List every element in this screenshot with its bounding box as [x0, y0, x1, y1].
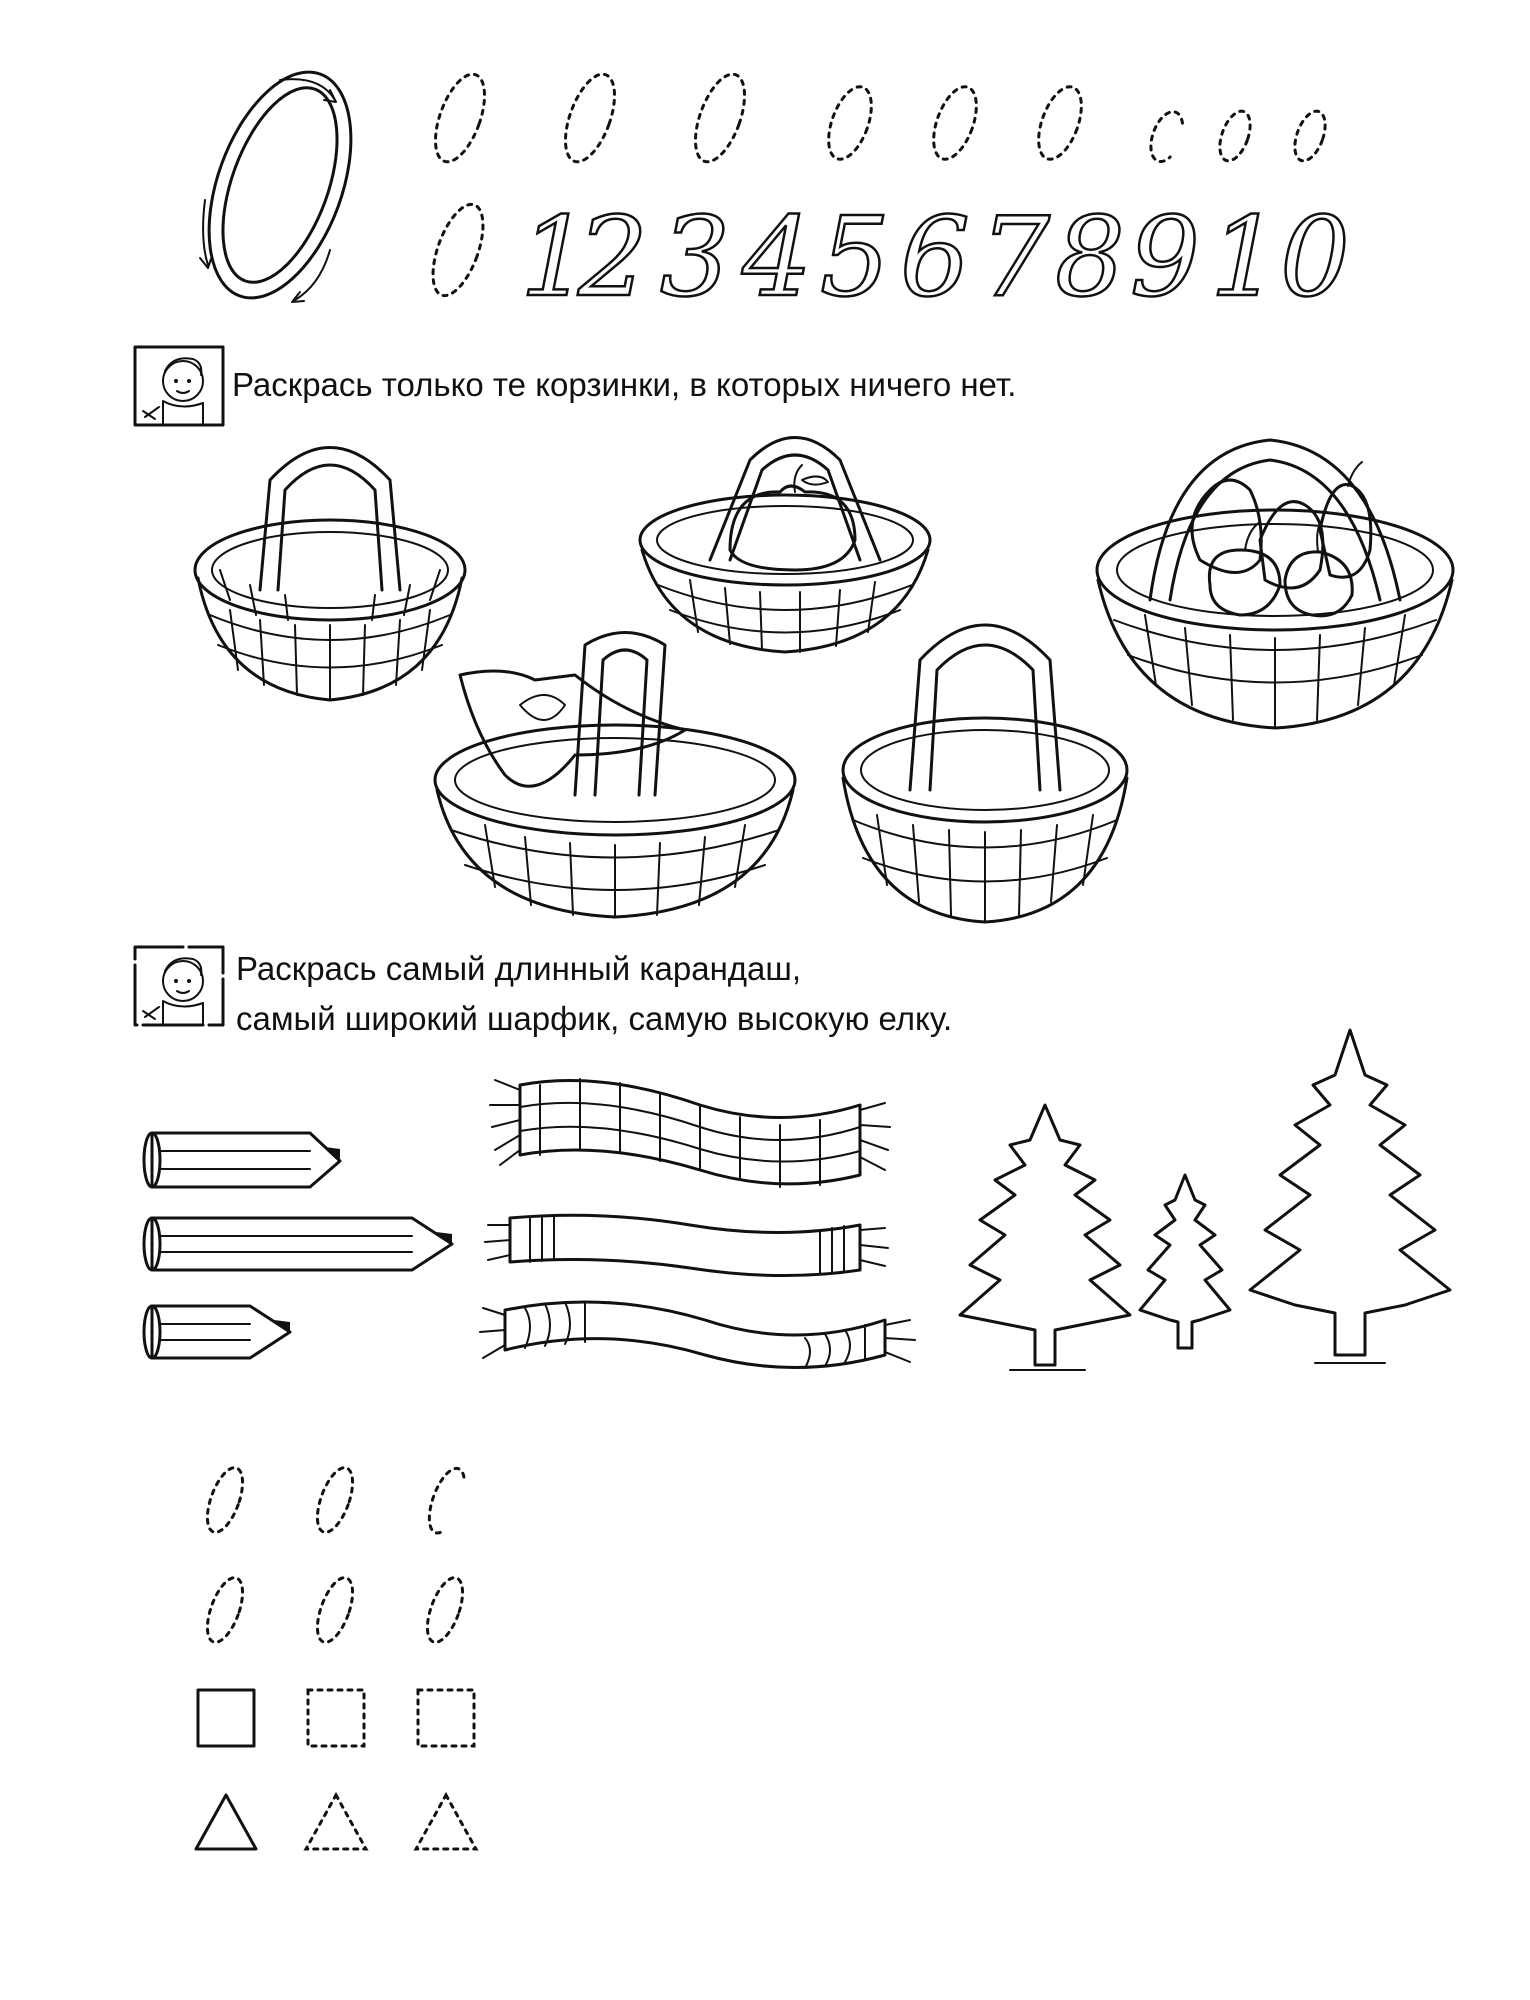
- basket-empty-middle: [835, 600, 1135, 930]
- digit-4: 4: [742, 193, 812, 321]
- scarf-narrow: [475, 1280, 925, 1380]
- scarf-wide: [480, 1065, 900, 1195]
- digit-7: 7: [980, 193, 1050, 321]
- scarf-medium: [480, 1200, 900, 1290]
- trace-zeros-row2: [190, 1565, 490, 1655]
- pencil-long: [140, 1210, 460, 1280]
- digit-1: 1: [520, 193, 590, 321]
- basket-with-pears: [1090, 410, 1460, 740]
- task2-instruction-line2: самый широкий шарфик, самую высокую елку.: [236, 1000, 953, 1037]
- digit-6: 6: [900, 193, 970, 321]
- digit-9: 9: [1130, 193, 1200, 321]
- digit-5: 5: [820, 193, 890, 321]
- pencil-short: [140, 1298, 300, 1368]
- digit-10: 10: [1210, 193, 1350, 321]
- fir-tree-small: [1130, 1170, 1240, 1360]
- fir-tree-tall: [1235, 1025, 1465, 1375]
- task1-instruction: Раскрась только те корзинки, в которых ничего нет.: [232, 366, 1017, 403]
- child-pencil-icon: [133, 345, 225, 427]
- child-pencil-icon: [133, 945, 225, 1027]
- pencil-medium: [140, 1125, 350, 1195]
- fir-tree-medium: [950, 1100, 1140, 1380]
- basket-with-object: [425, 625, 805, 925]
- digit-3: 3: [660, 193, 730, 321]
- digit-2: 2: [578, 193, 648, 321]
- trace-triangles-row: [190, 1785, 490, 1865]
- dotted-zero-start: [420, 195, 500, 305]
- task2-instruction-line1: Раскрась самый длинный карандаш,: [236, 950, 802, 987]
- dotted-zero-row-top: [420, 68, 1360, 178]
- trace-zeros-row1: [190, 1455, 490, 1545]
- digit-8: 8: [1055, 193, 1125, 321]
- big-zero-model: [180, 60, 380, 310]
- number-row: [520, 190, 1360, 321]
- trace-squares-row: [190, 1680, 490, 1760]
